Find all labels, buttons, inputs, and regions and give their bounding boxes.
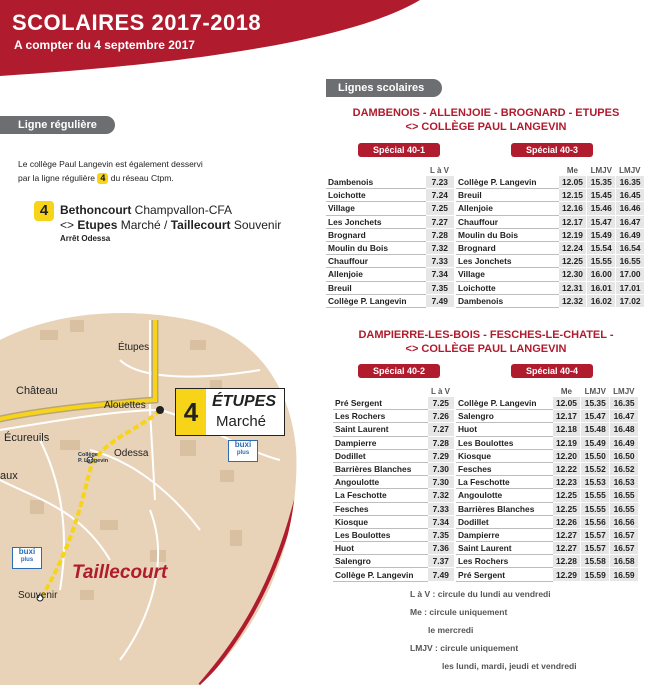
intro-line-2: [18, 171, 258, 185]
stop-name: Les Rochers: [333, 410, 427, 423]
legend-lav: L à V : circule du lundi au vendredi: [410, 589, 551, 599]
time-cell: 15.35: [581, 397, 610, 410]
section1-title: [326, 106, 646, 134]
legend-me: [410, 606, 577, 636]
route-dest: Taillecourt: [170, 218, 231, 232]
intro-line-2-post: du réseau Ctpm.: [110, 173, 174, 183]
time-cell: 15.59: [581, 568, 610, 581]
stop-name: Pré Sergent: [456, 568, 552, 581]
stop-name: Loichotte: [326, 189, 425, 202]
stop-name: La Feschotte: [333, 489, 427, 502]
table-row: [456, 241, 644, 254]
time-cell: 16.55: [616, 255, 644, 268]
time-cell: 16.55: [610, 502, 638, 515]
table-row: [326, 228, 454, 241]
time-cell: 12.15: [558, 189, 587, 202]
table-row: [456, 410, 638, 423]
time-cell: 16.57: [610, 528, 638, 541]
stop-name: Collège P. Langevin: [326, 294, 425, 307]
map-stop-name: ÉTUPES: [212, 393, 277, 410]
stop-name: Breuil: [326, 281, 425, 294]
legend-me-1: Me : circule uniquement: [410, 607, 508, 617]
stop-name: Barrières Blanches: [333, 462, 427, 475]
time-cell: 12.20: [552, 449, 581, 462]
time-cell: 16.55: [610, 489, 638, 502]
table-row: [456, 449, 638, 462]
table-40-4: [456, 385, 638, 582]
table-row: [456, 542, 638, 555]
route-row-1: [60, 203, 281, 218]
place-odessa: Odessa: [114, 448, 149, 459]
pill-40-3: Spécial 40-3: [511, 143, 593, 157]
stop-name: Dampierre: [333, 436, 427, 449]
buxi-2-sub: plus: [20, 557, 34, 563]
time-cell: 12.30: [558, 268, 587, 281]
table-row: [456, 555, 638, 568]
table-row: [326, 294, 454, 307]
table-row: [333, 489, 454, 502]
time-cell: 16.53: [610, 476, 638, 489]
tab-lignes-scolaires: Lignes scolaires: [326, 79, 442, 97]
time-cell: 16.47: [616, 215, 644, 228]
time-cell: 15.45: [587, 189, 616, 202]
time-cell: 7.49: [425, 294, 454, 307]
stop-name: Allenjoie: [456, 202, 558, 215]
time-cell: 12.19: [552, 436, 581, 449]
time-cell: 15.35: [587, 176, 616, 189]
stop-name: Les Rochers: [456, 555, 552, 568]
time-cell: 17.02: [616, 294, 644, 307]
time-cell: 16.49: [610, 436, 638, 449]
stop-name: Barrières Blanches: [456, 502, 552, 515]
buxi-2-text: buxi: [18, 547, 36, 556]
page-title: SCOLAIRES 2017-2018: [12, 10, 262, 35]
stop-name: La Feschotte: [456, 476, 552, 489]
stop-name: Dambenois: [326, 176, 425, 189]
table-row: [326, 202, 454, 215]
pill-40-2: Spécial 40-2: [358, 364, 440, 378]
time-cell: 7.32: [425, 241, 454, 254]
time-cell: 15.50: [581, 449, 610, 462]
time-cell: 15.49: [581, 436, 610, 449]
table-row: [456, 476, 638, 489]
college-label: [78, 452, 108, 464]
table-row: [333, 502, 454, 515]
stop-name: Moulin du Bois: [456, 228, 558, 241]
time-cell: 16.35: [616, 176, 644, 189]
stop-name: Saint Laurent: [456, 542, 552, 555]
section1-title-2: <> COLLÈGE PAUL LANGEVIN: [405, 121, 567, 133]
col-header-lav: L à V: [431, 386, 450, 396]
pill-40-1: Spécial 40-1: [358, 143, 440, 157]
stop-name: Dodillet: [333, 449, 427, 462]
intro-line-2-pre: par la ligne régulière: [18, 173, 96, 183]
intro-line-1: Le collège Paul Langevin est également desservi: [18, 159, 203, 169]
tab-ligne-reguliere: Ligne régulière: [0, 116, 115, 134]
stop-name: Huot: [333, 542, 427, 555]
stop-name: Brognard: [456, 241, 558, 254]
table-row: [456, 294, 644, 307]
time-cell: 7.28: [425, 228, 454, 241]
time-cell: 12.29: [552, 568, 581, 581]
stop-name: Collège P. Langevin: [456, 397, 552, 410]
stop-name: Chauffour: [456, 215, 558, 228]
legend-lmjv: [410, 642, 577, 672]
time-cell: 16.56: [610, 515, 638, 528]
place-etupes: Étupes: [118, 342, 150, 353]
table-row: [333, 462, 454, 475]
route-dest-stop: Souvenir: [230, 218, 282, 232]
pill-40-4: Spécial 40-4: [511, 364, 593, 378]
table-row: [326, 215, 454, 228]
time-cell: 15.55: [581, 489, 610, 502]
buxi-1-text: buxi: [234, 440, 252, 449]
table-row: [456, 215, 644, 228]
line-4-badge-small: 4: [97, 173, 108, 184]
time-cell: 15.55: [581, 502, 610, 515]
stop-name: Kiosque: [333, 515, 427, 528]
legend-lmjv-1: LMJV : circule uniquement: [410, 643, 519, 653]
table-row: [456, 489, 638, 502]
table-40-2: [333, 385, 454, 582]
col-header-me: Me: [560, 386, 572, 396]
time-cell: 7.25: [427, 397, 454, 410]
table-row: [333, 423, 454, 436]
time-cell: 7.29: [427, 449, 454, 462]
stop-name: Les Boulottes: [456, 436, 552, 449]
time-cell: 15.52: [581, 462, 610, 475]
stop-name: Collège P. Langevin: [333, 568, 427, 581]
map-stop-sub: Marché: [216, 413, 267, 430]
stop-name: Angoulotte: [456, 489, 552, 502]
table-row: [456, 568, 638, 581]
time-cell: 16.57: [610, 542, 638, 555]
place-chateau: Château: [16, 385, 58, 397]
time-cell: 16.47: [610, 410, 638, 423]
time-cell: 7.35: [425, 281, 454, 294]
map: [0, 300, 300, 685]
stop-name: Moulin du Bois: [326, 241, 425, 254]
time-cell: 16.49: [616, 228, 644, 241]
time-cell: 7.27: [427, 423, 454, 436]
time-cell: 15.54: [587, 241, 616, 254]
time-cell: 15.55: [587, 255, 616, 268]
stop-name: Chauffour: [326, 255, 425, 268]
time-cell: 15.57: [581, 542, 610, 555]
table-row: [326, 189, 454, 202]
time-cell: 16.52: [610, 462, 638, 475]
stop-name: Salengro: [333, 555, 427, 568]
stop-name: Fesches: [333, 502, 427, 515]
stop-name: Breuil: [456, 189, 558, 202]
time-cell: 7.24: [425, 189, 454, 202]
table-row: [333, 555, 454, 568]
legend-lmjv-2: les lundi, mardi, jeudi et vendredi: [442, 661, 577, 671]
place-alouettes: Alouettes: [104, 400, 146, 411]
time-cell: 16.46: [616, 202, 644, 215]
time-cell: 15.47: [587, 215, 616, 228]
col-header-lmjv: LMJV: [590, 165, 612, 175]
time-cell: 16.59: [610, 568, 638, 581]
line-4-route: [60, 203, 281, 233]
section1-title-1: DAMBENOIS - ALLENJOIE - BROGNARD - ETUPES: [352, 107, 620, 119]
time-cell: 7.30: [427, 476, 454, 489]
time-cell: 7.36: [427, 542, 454, 555]
time-cell: 16.54: [616, 241, 644, 254]
place-ecureuils: Écureuils: [4, 432, 50, 444]
intro-text: [18, 157, 258, 185]
table-row: [456, 502, 638, 515]
table-row: [326, 176, 454, 189]
time-cell: 12.22: [552, 462, 581, 475]
time-cell: 16.02: [587, 294, 616, 307]
route-via: Etupes: [77, 218, 118, 232]
page-subtitle: A compter du 4 septembre 2017: [14, 38, 195, 52]
time-cell: 7.33: [427, 502, 454, 515]
time-cell: 12.17: [558, 215, 587, 228]
table-row: [333, 476, 454, 489]
time-cell: 7.28: [427, 436, 454, 449]
time-cell: 12.25: [552, 502, 581, 515]
time-cell: 15.47: [581, 410, 610, 423]
route-row-2: [60, 218, 281, 233]
stop-name: Les Jonchets: [456, 255, 558, 268]
time-cell: 12.18: [552, 423, 581, 436]
table-40-3: [456, 164, 644, 308]
col-header-lmjv-2: LMJV: [619, 165, 641, 175]
table-row: [333, 568, 454, 581]
legend-me-2: le mercredi: [428, 625, 474, 635]
time-cell: 16.35: [610, 397, 638, 410]
section2-title: [326, 328, 646, 356]
time-cell: 7.35: [427, 528, 454, 541]
section2-title-2: <> COLLÈGE PAUL LANGEVIN: [405, 343, 567, 355]
time-cell: 12.19: [558, 228, 587, 241]
time-cell: 12.05: [552, 397, 581, 410]
time-cell: 7.34: [427, 515, 454, 528]
stop-name: Huot: [456, 423, 552, 436]
time-cell: 16.00: [587, 268, 616, 281]
table-row: [456, 255, 644, 268]
table-40-1: [326, 164, 454, 308]
time-cell: 15.57: [581, 528, 610, 541]
table-row: [326, 255, 454, 268]
table-row: [333, 515, 454, 528]
col-header-lmjv: LMJV: [584, 386, 606, 396]
time-cell: 7.34: [425, 268, 454, 281]
table-row: [456, 202, 644, 215]
col-header-lmjv-2: LMJV: [613, 386, 635, 396]
route-origin: Bethoncourt: [60, 203, 132, 217]
table-row: [456, 397, 638, 410]
time-cell: 12.25: [558, 255, 587, 268]
time-cell: 12.28: [552, 555, 581, 568]
col-header-me: Me: [566, 165, 578, 175]
time-cell: 7.23: [425, 176, 454, 189]
time-cell: 12.25: [552, 489, 581, 502]
stop-name: Fesches: [456, 462, 552, 475]
stop-name: Dambenois: [456, 294, 558, 307]
table-row: [456, 189, 644, 202]
time-cell: 16.01: [587, 281, 616, 294]
time-cell: 12.32: [558, 294, 587, 307]
time-cell: 12.23: [552, 476, 581, 489]
time-cell: 7.26: [427, 410, 454, 423]
table-row: [326, 281, 454, 294]
table-row: [326, 268, 454, 281]
map-line-4-badge: 4: [176, 389, 206, 435]
section2-title-1: DAMPIERRE-LES-BOIS - FESCHES-LE-CHATEL -: [358, 329, 614, 341]
table-row: [456, 176, 644, 189]
time-cell: 16.50: [610, 449, 638, 462]
time-cell: 7.25: [425, 202, 454, 215]
stop-name: Allenjoie: [326, 268, 425, 281]
table-row: [333, 528, 454, 541]
stop-name: Kiosque: [456, 449, 552, 462]
col-header-lav: L à V: [430, 165, 449, 175]
time-cell: 7.32: [427, 489, 454, 502]
time-cell: 12.27: [552, 528, 581, 541]
route-via-stop: Marché /: [117, 218, 171, 232]
stop-name: Salengro: [456, 410, 552, 423]
time-cell: 7.33: [425, 255, 454, 268]
stop-name: Saint Laurent: [333, 423, 427, 436]
place-aux: aux: [0, 470, 18, 482]
stop-name: Les Boulottes: [333, 528, 427, 541]
time-cell: 7.30: [427, 462, 454, 475]
college-label-1: Collège: [78, 452, 98, 458]
stop-name: Angoulotte: [333, 476, 427, 489]
time-cell: 15.58: [581, 555, 610, 568]
time-cell: 7.27: [425, 215, 454, 228]
table-row: [456, 436, 638, 449]
stop-name: Brognard: [326, 228, 425, 241]
time-cell: 15.46: [587, 202, 616, 215]
table-row: [456, 528, 638, 541]
time-cell: 12.24: [558, 241, 587, 254]
time-cell: 7.37: [427, 555, 454, 568]
stop-name: Village: [326, 202, 425, 215]
time-cell: 16.45: [616, 189, 644, 202]
stop-name: Dampierre: [456, 528, 552, 541]
map-canvas: [0, 300, 300, 685]
table-row: [456, 423, 638, 436]
time-cell: 12.31: [558, 281, 587, 294]
time-cell: 12.27: [552, 542, 581, 555]
stop-name: Dodillet: [456, 515, 552, 528]
buxi-logo-2: [12, 547, 42, 569]
table-row: [456, 268, 644, 281]
table-row: [456, 281, 644, 294]
table-row: [456, 228, 644, 241]
table-row: [456, 515, 638, 528]
time-cell: 7.49: [427, 568, 454, 581]
time-cell: 16.48: [610, 423, 638, 436]
table-row: [333, 397, 454, 410]
header-banner: [0, 0, 650, 80]
stop-name: Les Jonchets: [326, 215, 425, 228]
stop-label: Arrêt Odessa: [60, 234, 111, 243]
time-cell: 15.53: [581, 476, 610, 489]
time-cell: 12.16: [558, 202, 587, 215]
line-4-badge: 4: [34, 201, 54, 221]
map-stop-callout: [175, 388, 285, 436]
time-cell: 15.48: [581, 423, 610, 436]
table-row: [333, 436, 454, 449]
time-cell: 15.49: [587, 228, 616, 241]
time-cell: 12.26: [552, 515, 581, 528]
table-row: [326, 241, 454, 254]
stop-name: Loichotte: [456, 281, 558, 294]
time-cell: 17.01: [616, 281, 644, 294]
table-row: [333, 449, 454, 462]
time-cell: 15.56: [581, 515, 610, 528]
buxi-logo-1: [228, 440, 258, 462]
time-cell: 17.00: [616, 268, 644, 281]
stop-name: Village: [456, 268, 558, 281]
table-row: [333, 542, 454, 555]
stop-name: Collège P. Langevin: [456, 176, 558, 189]
route-origin-stop: Champvallon-CFA: [131, 203, 233, 217]
buxi-1-sub: plus: [236, 450, 250, 456]
table-row: [456, 462, 638, 475]
time-cell: 12.17: [552, 410, 581, 423]
table-row: [333, 410, 454, 423]
time-cell: 12.05: [558, 176, 587, 189]
legend: [410, 588, 577, 678]
route-arrow: <>: [60, 218, 78, 232]
college-label-2: P. Langevin: [78, 458, 109, 464]
town-taillecourt: Taillecourt: [72, 562, 168, 583]
place-souvenir: Souvenir: [18, 590, 58, 601]
time-cell: 16.58: [610, 555, 638, 568]
stop-name: Pré Sergent: [333, 397, 427, 410]
